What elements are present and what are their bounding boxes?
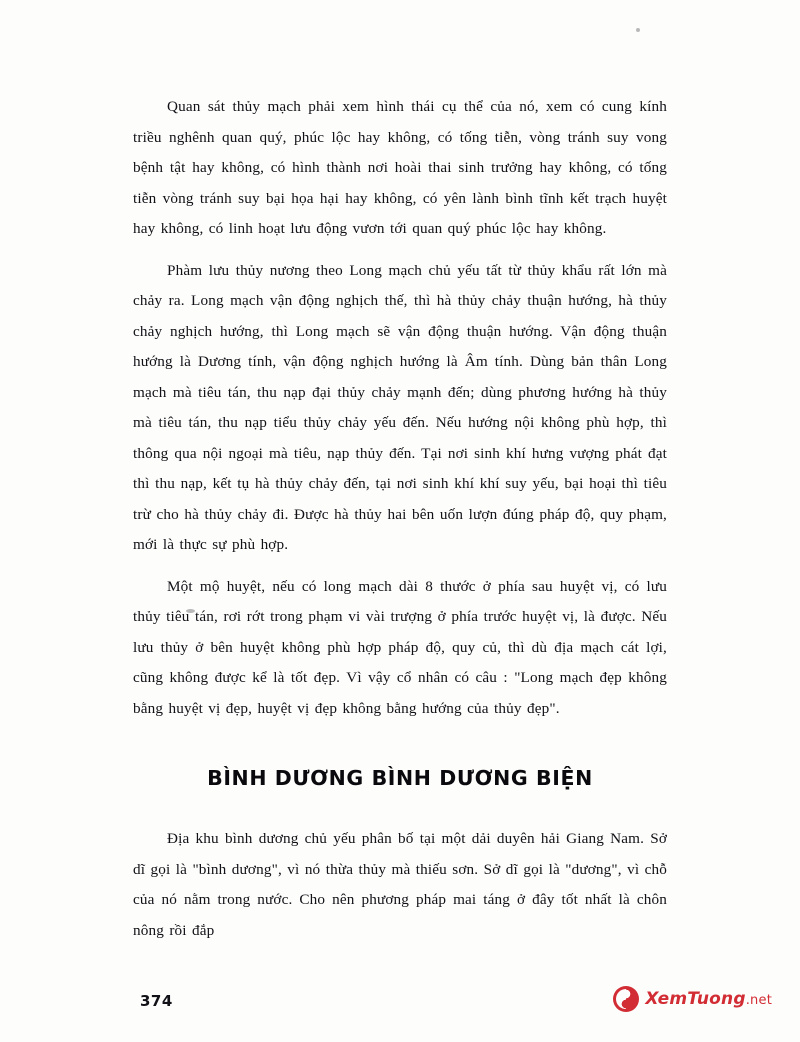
paragraph: Địa khu bình dương chủ yếu phân bố tại một dải duyên hải Giang Nam. Sở dĩ gọi là "bình dương", vì nó thừa thủy mà thiếu sơn. Sở dĩ gọi là "dương", vì chỗ của nó nằm trong nước. Cho nên phương pháp mai táng ở đây tốt nhất là chôn nông rồi đắp [133,830,667,939]
page-speck [636,28,640,32]
watermark-brand: XemTuong [645,989,746,1009]
watermark-text [645,989,772,1009]
section-heading: BÌNH DƯƠNG BÌNH DƯƠNG BIỆN [207,766,593,790]
watermark-suffix: .net [745,993,772,1008]
page-number: 374 [140,992,173,1010]
paragraph: Một mộ huyệt, nếu có long mạch dài 8 thước ở phía sau huyệt vị, có lưu thủy tiêu tán, rơi rớt trong phạm vi vài trượng ở phía trước huyệt vị, là được. Nếu lưu thủy ở bên huyệt không phù hợp pháp độ, quy củ, thì dù địa mạch cát lợi, cũng không được kể là tốt đẹp. Vì vậy cổ nhân có câu : "Long mạch đẹp không bằng huyệt vị đẹp, huyệt vị đẹp không bằng hướng của thủy đẹp". [133,577,667,717]
yin-yang-icon [613,986,639,1012]
paragraph: Quan sát thủy mạch phải xem hình thái cụ thể của nó, xem có cung kính triều nghênh quan quý, phúc lộc hay không, có tống tiễn, vòng tránh suy vong bệnh tật hay không, có hình thành nơi hoài thai sinh trưởng hay không, có tống tiễn vòng tránh suy bại họa hại hay không, có yên lành bình tĩnh kết trạch huyệt hay không, có linh hoạt lưu động vươn tới quan quý phúc lộc hay không. [133,98,667,237]
paragraph: Phàm lưu thủy nương theo Long mạch chủ yếu tất từ thủy khẩu rất lớn mà chảy ra. Long mạch vận động nghịch thế, thì hà thủy chảy thuận hướng, hà thủy chảy nghịch hướng, thì Long mạch sẽ vận động thuận hướng. Vận động thuận hướng là Dương tính, vận động nghịch hướng là Âm tính. Dùng bản thân Long mạch mà tiêu tán, thu nạp đại thủy chảy mạnh đến; dùng phương hướng hà thủy mà tiêu tán, thu nạp tiểu thủy chảy yếu đến. Nếu hướng nội không phù hợp, thì thông qua nội ngoại mà tiêu, nạp thủy đến. Tại nơi sinh khí hưng vượng phát đạt thì thu nạp, kết tụ hà thủy chảy đến, tại nơi sinh khí khí suy yếu, bại hoại thì tiêu trừ cho hà thủy chảy đi. Được hà thủy hai bên uốn lượn đúng pháp độ, quy phạm, mới là thực sự phù hợp. [133,261,667,553]
page-body [133,92,667,957]
watermark [613,986,772,1012]
